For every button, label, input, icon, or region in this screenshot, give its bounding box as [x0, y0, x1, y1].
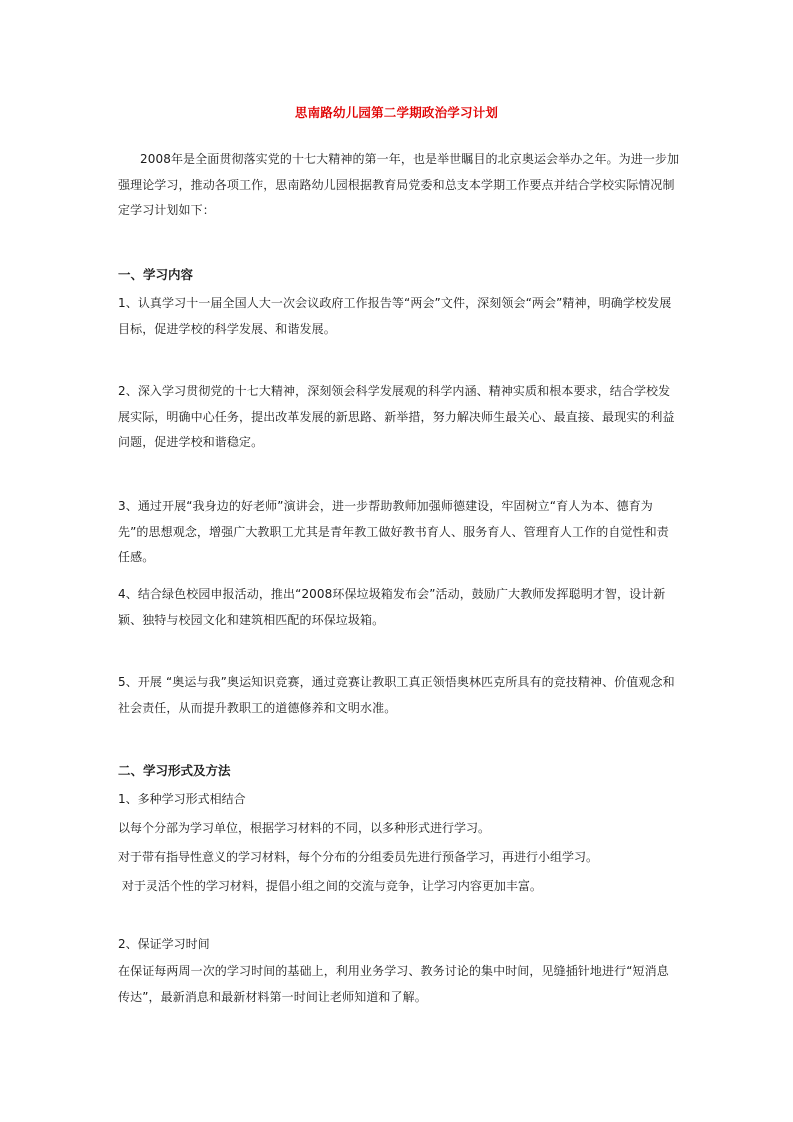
document-title: 思南路幼儿园第二学期政治学习计划 — [294, 105, 499, 120]
section2-sub1-line-1: 以每个分部为学习单位，根据学习材料的不同，以多种形式进行学习。 — [118, 821, 491, 835]
intro-paragraph: 2008年是全面贯彻落实党的十七大精神的第一年，也是举世瞩目的北京奥运会举办之年。为进一步加强理论学习，推动各项工作，思南路幼儿园根据教育局党委和总支本学期工作要点并结合学校实际情况制定学习计划如下： — [118, 152, 680, 217]
section1-item-3: 3、通过开展“我身边的好老师”演讲会，进一步帮助教师加强师德建设，牢固树立“育人为本、德育为先”的思想观念，增强广大教职工尤其是青年教工做好教书育人、服务育人、管理育人工作的自觉性和责任感。 — [118, 499, 669, 564]
section1-item-5: 5、开展 “奥运与我”奥运知识竞赛，通过竞赛让教职工真正领悟奥林匹克所具有的竞技精神、价值观念和社会责任，从而提升教职工的道德修养和文明水准。 — [118, 675, 675, 715]
section2-sub1-title: 1、多种学习形式相结合 — [118, 792, 246, 806]
section2-sub2-text: 在保证每两周一次的学习时间的基础上，利用业务学习、教务讨论的集中时间，见缝插针地进行“短消息传达”，最新消息和最新材料第一时间让老师知道和了解。 — [118, 964, 669, 1004]
section1-item-1: 1、认真学习十一届全国人大一次会议政府工作报告等“两会”文件，深刻领会“两会”精神，明确学校发展目标，促进学校的科学发展、和谐发展。 — [118, 296, 672, 336]
section2-sub2-title: 2、保证学习时间 — [118, 937, 210, 951]
section1-item-2: 2、深入学习贯彻党的十七大精神，深刻领会科学发展观的科学内涵、精神实质和根本要求，结合学校发展实际，明确中心任务，提出改革发展的新思路、新举措，努力解决师生最关心、最直接、最现实的利益问题，促进学校和谐稳定。 — [118, 384, 675, 449]
section2-sub1-line-3: 对于灵活个性的学习材料，提倡小组之间的交流与竞争，让学习内容更加丰富。 — [118, 879, 542, 893]
section1-heading: 一、学习内容 — [118, 267, 194, 282]
section2-heading: 二、学习形式及方法 — [118, 763, 231, 778]
section1-item-4: 4、结合绿色校园申报活动，推出“2008环保垃圾箱发布会”活动，鼓励广大教师发挥聪明才智，设计新颖、独特与校园文化和建筑相匹配的环保垃圾箱。 — [118, 587, 666, 627]
section2-sub1-line-2: 对于带有指导性意义的学习材料，每个分布的分组委员先进行预备学习，再进行小组学习。 — [118, 850, 599, 864]
